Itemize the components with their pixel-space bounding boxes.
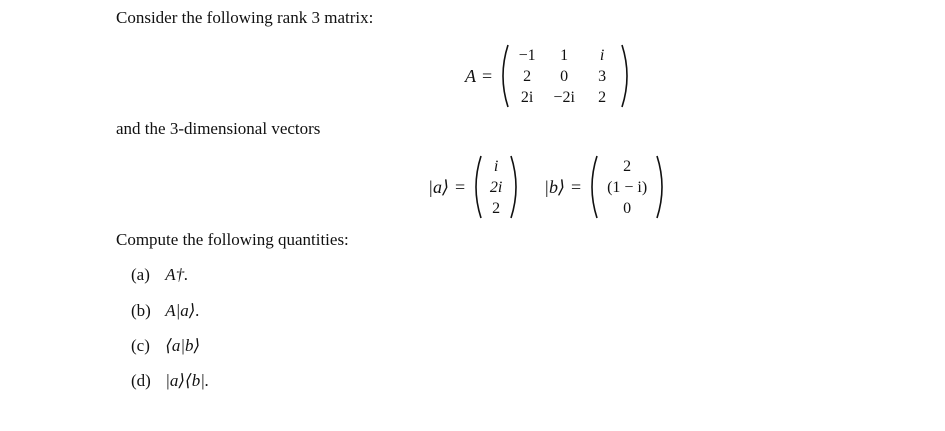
matrix-cell: 0 [560, 67, 569, 85]
item-expression: A†. [165, 265, 189, 284]
item-expression: ⟨a|b⟩ [165, 336, 201, 355]
vector-b-column [599, 157, 655, 218]
matrix-equation [465, 44, 632, 108]
item-tag: (a) [131, 265, 150, 284]
matrix-label: A [465, 65, 476, 86]
vector-a-equation [428, 155, 521, 219]
matrix-cell: 2 [523, 67, 532, 85]
list-item [131, 265, 188, 285]
left-paren-icon [471, 155, 483, 219]
matrix-cell: 3 [598, 67, 607, 85]
vector-entry: 2i [489, 178, 503, 196]
item-tag: (c) [131, 336, 150, 355]
vector-a-equals: = [454, 176, 466, 197]
item-tag: (d) [131, 371, 151, 390]
vector-b-equals: = [570, 176, 582, 197]
item-expression: A|a⟩. [165, 301, 200, 320]
vectors-intro-text: and the 3-dimensional vectors [116, 119, 321, 138]
matrix-cell: −2i [553, 88, 575, 106]
vector-entry: 0 [623, 199, 632, 217]
vector-a-column [483, 157, 509, 218]
matrix-cell: i [599, 46, 605, 64]
matrix-grid [510, 46, 620, 107]
vector-entry: 2 [623, 157, 632, 175]
intro-text: Consider the following rank 3 matrix: [116, 8, 374, 27]
left-paren-icon [498, 44, 510, 108]
list-item [131, 336, 200, 356]
right-paren-icon [509, 155, 521, 219]
vector-b-equation [544, 155, 667, 219]
list-item [131, 301, 200, 321]
left-paren-icon [587, 155, 599, 219]
compute-intro-text: Compute the following quantities: [116, 230, 349, 249]
matrix-cell: −1 [518, 46, 536, 64]
vector-a-label: |a⟩ [428, 176, 449, 197]
matrix-cell: 1 [560, 46, 569, 64]
item-expression: |a⟩⟨b|. [165, 371, 210, 390]
vector-entry: (1 − i) [607, 178, 648, 196]
right-paren-icon [655, 155, 667, 219]
vector-entry: i [493, 157, 499, 175]
vector-entry: 2 [492, 199, 501, 217]
vector-b-label: |b⟩ [544, 176, 565, 197]
matrix-equals: = [482, 65, 493, 86]
list-item [131, 371, 209, 391]
item-tag: (b) [131, 301, 151, 320]
matrix-cell: 2i [520, 88, 534, 106]
right-paren-icon [620, 44, 632, 108]
matrix-cell: 2 [598, 88, 607, 106]
